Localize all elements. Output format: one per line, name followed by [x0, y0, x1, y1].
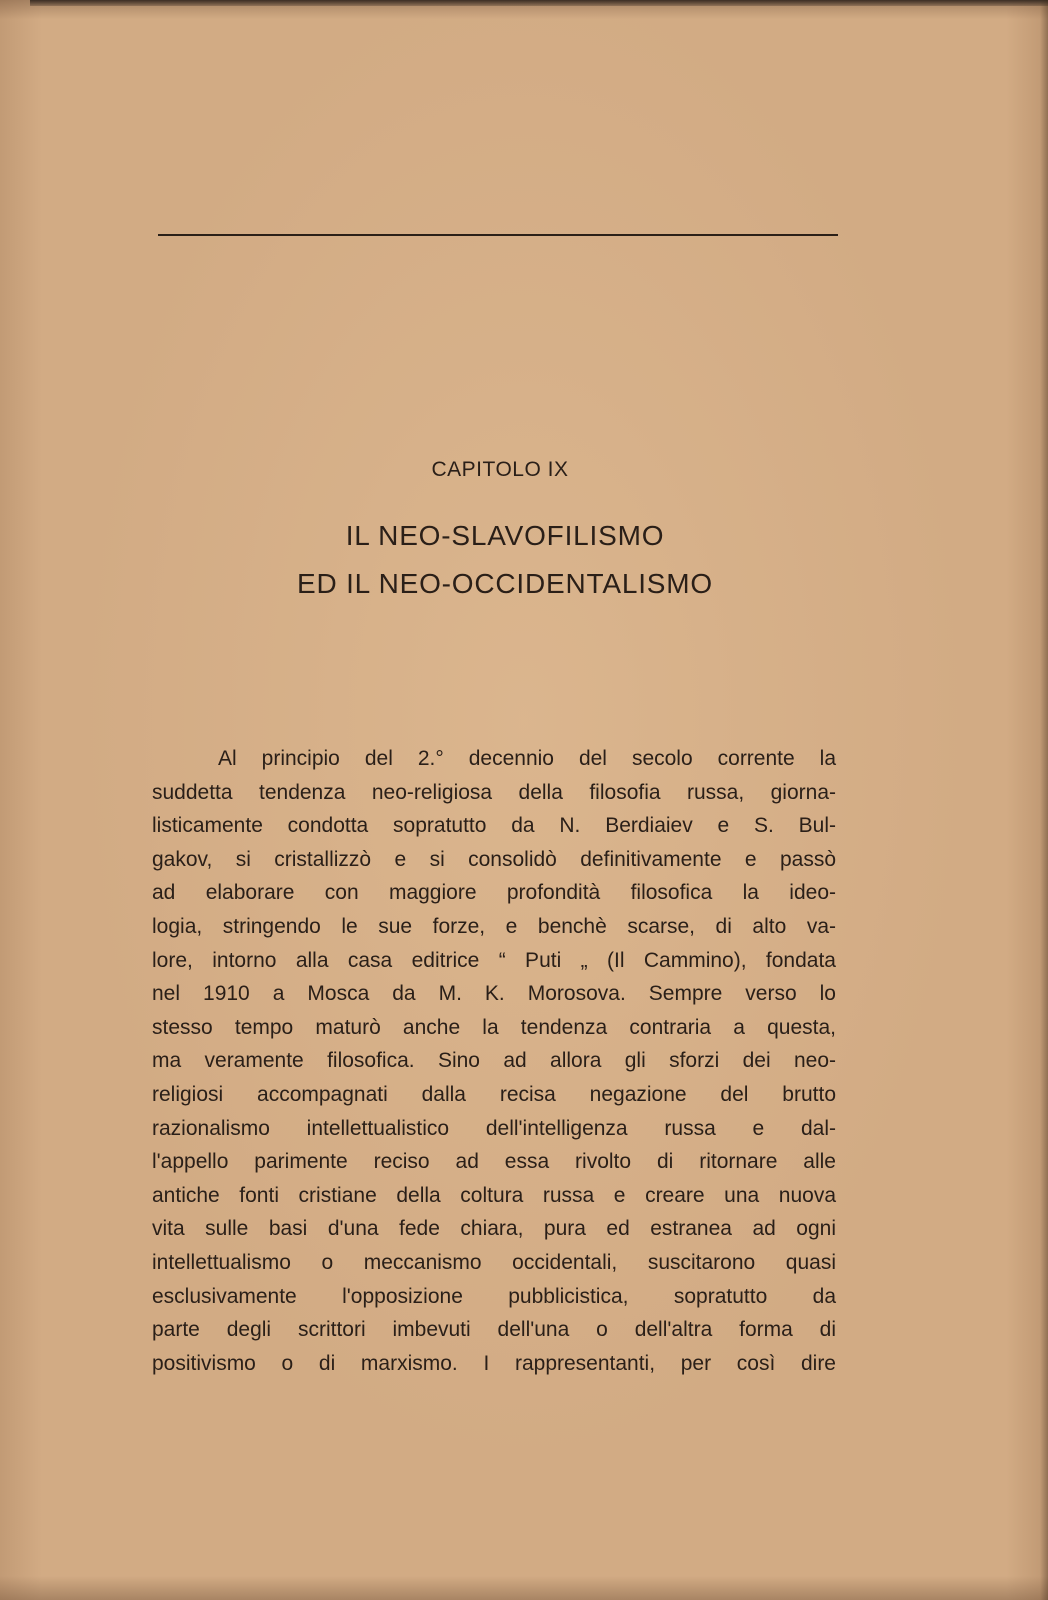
body-paragraph [152, 742, 836, 1380]
body-line: ad elaborare con maggiore profondità filosofica la ideo- [152, 881, 836, 905]
body-line: logia, stringendo le sue forze, e benchè scarse, di alto va- [152, 914, 836, 938]
chapter-title-line-2: ED IL NEO-OCCIDENTALISMO [297, 568, 713, 599]
body-line: l'appello parimente reciso ad essa rivolto di ritornare alle [152, 1150, 836, 1174]
body-line: nel 1910 a Mosca da M. K. Morosova. Sempre verso lo [152, 982, 836, 1006]
body-line: stesso tempo maturò anche la tendenza contraria a questa, [152, 1015, 836, 1039]
header-rule [158, 234, 838, 236]
body-line: positivismo o di marxismo. I rappresentanti, per così dire [152, 1351, 836, 1375]
body-line: religiosi accompagnati dalla recisa negazione del brutto [152, 1082, 836, 1106]
chapter-title-line-1: IL NEO-SLAVOFILISMO [345, 520, 665, 551]
body-line: gakov, si cristallizzò e si consolidò definitivamente e passò [152, 847, 836, 871]
body-line: antiche fonti cristiane della coltura russa e creare una nuova [152, 1183, 836, 1207]
body-line: suddetta tendenza neo-religiosa della filosofia russa, giorna- [152, 780, 836, 804]
body-line: intellettualismo o meccanismo occidentali, suscitarono quasi [152, 1250, 836, 1274]
body-line: parte degli scrittori imbevuti dell'una o dell'altra forma di [152, 1318, 836, 1342]
body-line: ma veramente filosofica. Sino ad allora gli sforzi dei neo- [152, 1049, 836, 1073]
body-line: lore, intorno alla casa editrice “ Puti „ (Il Cammino), fondata [152, 948, 836, 972]
body-line: vita sulle basi d'una fede chiara, pura ed estranea ad ogni [152, 1217, 836, 1241]
body-line: listicamente condotta sopratutto da N. Berdiaiev e S. Bul- [152, 814, 836, 838]
page-right-edge [1040, 0, 1048, 1600]
page-top-edge [30, 0, 1048, 6]
chapter-label: CAPITOLO IX [431, 458, 569, 481]
body-line: razionalismo intellettualistico dell'intelligenza russa e dal- [152, 1116, 836, 1140]
body-line: esclusivamente l'opposizione pubblicistica, sopratutto da [152, 1284, 836, 1308]
body-line: Al principio del 2.° decennio del secolo corrente la [218, 747, 836, 770]
